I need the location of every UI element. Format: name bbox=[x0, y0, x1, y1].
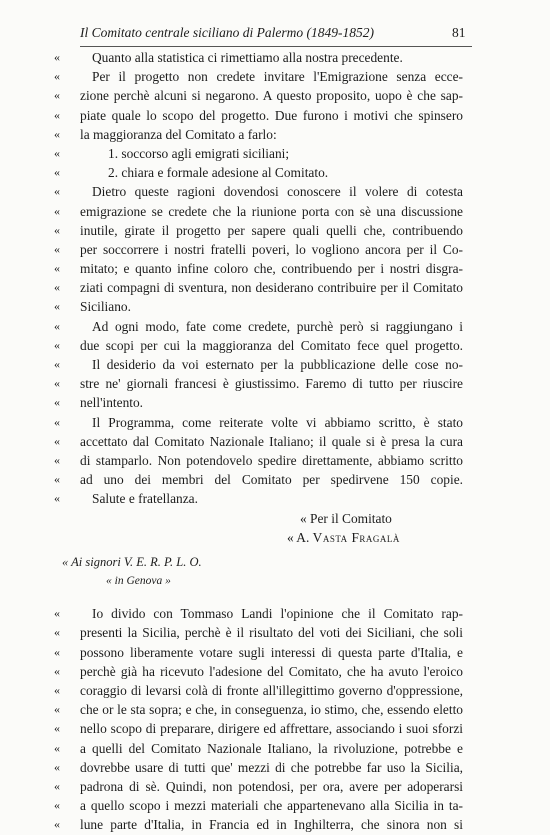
line-text: Io divido con Tommaso Landi l'opinione che il Comitato rap- bbox=[92, 606, 463, 622]
text-line bbox=[0, 259, 550, 278]
text-line bbox=[0, 489, 550, 508]
text-line bbox=[0, 393, 550, 412]
quote-mark: « bbox=[54, 299, 60, 314]
line-text: a quelli del Comitato Nazionale Italiano, la rivoluzione, potrebbe e bbox=[80, 740, 463, 756]
line-text: inutile, girate il progetto per sapere quali quelli che, contribuendo bbox=[80, 222, 463, 238]
line-text: nello scopo di preparare, dirigere ed affrettare, associando i suoi sforzi bbox=[80, 721, 463, 737]
running-header: Il Comitato centrale siciliano di Palermo (1849-1852) bbox=[80, 25, 472, 47]
line-text: accettato dal Comitato Nazionale Italiano; il quale si è presa la cura bbox=[80, 433, 463, 449]
quote-mark: « bbox=[54, 778, 60, 793]
line-text: che or le sta sopra; e che, in conseguenza, io stimo, che, essendo eletto bbox=[80, 702, 463, 718]
line-text: di stamparlo. Non potendovelo spedire direttamente, abbiamo scritto bbox=[80, 452, 463, 468]
text-line bbox=[0, 221, 550, 240]
quote-mark: « bbox=[54, 241, 60, 256]
text-line bbox=[0, 240, 550, 259]
quote-mark: « bbox=[54, 683, 60, 697]
text-line bbox=[0, 317, 550, 336]
quote-mark: « bbox=[54, 50, 60, 64]
text-line bbox=[0, 163, 550, 182]
text-line bbox=[0, 739, 550, 758]
line-text: piate quale lo scopo del progetto. Due furono i motivi che spinsero bbox=[80, 107, 463, 123]
line-text: emigrazione se credete che la riunione porta con sè una discussione bbox=[80, 203, 463, 219]
quote-mark: « bbox=[54, 184, 60, 199]
text-line bbox=[0, 604, 550, 623]
quote-mark: « bbox=[54, 261, 60, 276]
quote-mark: « bbox=[54, 491, 60, 506]
line-text: per soccorrere i nostri fratelli poveri, lo vogliono ancora per il Co- bbox=[80, 241, 463, 257]
text-line bbox=[0, 451, 550, 470]
signature-committee: « Per il Comitato bbox=[300, 510, 392, 526]
line-text: possono liberamente votare sugli interessi di questa parte d'Italia, e bbox=[80, 644, 463, 660]
quote-mark: « bbox=[54, 759, 60, 774]
quote-mark: « bbox=[54, 663, 60, 678]
quote-mark: « bbox=[54, 376, 60, 391]
text-line bbox=[0, 643, 550, 662]
quote-mark: « bbox=[54, 107, 60, 122]
text-line bbox=[0, 681, 550, 700]
line-text: Quanto alla statistica ci rimettiamo alla nostra precedente. bbox=[92, 50, 403, 65]
quote-mark: « bbox=[54, 452, 60, 467]
text-line bbox=[0, 432, 550, 451]
line-text: perchè già ha ricevuto l'adesione del Comitato, che ha avuto l'eroico bbox=[80, 663, 463, 679]
text-line bbox=[0, 700, 550, 719]
line-text: ad uno dei membri del Comitato per spedirvene 150 copie. bbox=[80, 472, 463, 488]
quote-mark: « bbox=[54, 126, 60, 141]
quote-mark: « bbox=[54, 625, 60, 640]
quote-mark: « bbox=[54, 318, 60, 333]
text-line bbox=[0, 67, 550, 86]
line-text: presenti la Sicilia, perchè è il risultato del voti dei Siciliani, che soli bbox=[80, 625, 463, 641]
line-text: lune parte d'Italia, in Francia ed in Inghilterra, che sinora non si bbox=[80, 817, 463, 833]
line-text: due scopi per cui la maggioranza del Comitato fece quel progetto. bbox=[80, 337, 463, 353]
quote-mark: « bbox=[54, 145, 60, 160]
text-line bbox=[0, 623, 550, 642]
text-line bbox=[0, 106, 550, 125]
text-line bbox=[0, 202, 550, 221]
text-line bbox=[0, 374, 550, 393]
quote-mark: « bbox=[54, 606, 60, 621]
text-line bbox=[0, 815, 550, 834]
text-line bbox=[0, 719, 550, 738]
quote-mark: « bbox=[54, 88, 60, 103]
text-line bbox=[0, 48, 550, 67]
line-text: Il Programma, come reiterate volte vi abbiamo scritto, è stato bbox=[92, 414, 463, 430]
quote-mark: « bbox=[54, 69, 60, 84]
quote-mark: « bbox=[54, 165, 60, 180]
quote-mark: « bbox=[54, 798, 60, 813]
text-line bbox=[0, 355, 550, 374]
signature-line-2 bbox=[0, 528, 550, 547]
line-text: Dietro queste ragioni dovendosi conoscere il volere di cotesta bbox=[92, 184, 463, 200]
second-letter-body bbox=[0, 604, 550, 834]
spacer bbox=[0, 591, 550, 604]
address-city: « in Genova » bbox=[106, 575, 171, 588]
quote-mark: « bbox=[54, 702, 60, 717]
text-line bbox=[0, 278, 550, 297]
line-text: 1. soccorso agli emigrati siciliani; bbox=[108, 145, 290, 161]
text-line bbox=[0, 144, 550, 163]
text-line bbox=[0, 297, 550, 316]
text-line bbox=[0, 796, 550, 815]
quote-mark: « bbox=[54, 414, 60, 429]
line-text: mitato; e quanto infine coloro che, contribuendo per i nostri disgra- bbox=[80, 261, 463, 277]
line-text: Per il progetto non credete invitare l'Emigrazione senza ecce- bbox=[92, 69, 463, 85]
line-text: padrona di sè. Quindi, non potendosi, per ora, avere per adoperarsi bbox=[80, 778, 463, 794]
text-line bbox=[0, 413, 550, 432]
quote-mark: « bbox=[54, 222, 60, 237]
quote-mark: « bbox=[54, 472, 60, 487]
page-number: 81 bbox=[452, 25, 466, 40]
text-line bbox=[0, 470, 550, 489]
quote-mark: « bbox=[54, 357, 60, 371]
line-text: nell'intento. bbox=[80, 395, 144, 411]
address-line-1 bbox=[0, 553, 550, 572]
letter-body bbox=[0, 48, 550, 509]
signature-line-1 bbox=[0, 509, 550, 528]
signature-name: « A. Vasta Fragalà bbox=[287, 529, 400, 545]
text-line bbox=[0, 125, 550, 144]
text-line bbox=[0, 86, 550, 105]
line-text: Il desiderio da voi esternato per la pubblicazione delle cose no- bbox=[92, 357, 463, 372]
line-text: dovrebbe usare di tutti que' mezzi di che potrebbe far uso la Sicilia, bbox=[80, 759, 463, 775]
line-text: 2. chiara e formale adesione al Comitato. bbox=[108, 165, 329, 181]
body-text bbox=[0, 48, 550, 835]
line-text: Siciliano. bbox=[80, 299, 131, 315]
line-text: Ad ogni modo, fate come credete, purchè però si raggiungano i bbox=[92, 318, 463, 334]
text-line bbox=[0, 182, 550, 201]
quote-mark: « bbox=[54, 433, 60, 448]
address-recipients: « Ai signori V. E. R. P. L. O. bbox=[62, 554, 202, 569]
text-line bbox=[0, 777, 550, 796]
quote-mark: « bbox=[54, 337, 60, 352]
quote-mark: « bbox=[54, 817, 60, 832]
quote-mark: « bbox=[54, 740, 60, 755]
line-text: a quello scopo i mezzi materiali che appartenevano alla Sicilia in ta- bbox=[80, 798, 463, 814]
line-text: Salute e fratellanza. bbox=[92, 491, 198, 507]
quote-mark: « bbox=[54, 644, 60, 659]
quote-mark: « bbox=[54, 721, 60, 736]
text-line bbox=[0, 336, 550, 355]
quote-mark: « bbox=[54, 395, 60, 410]
line-text: ziati compagni di sventura, non desiderano contribuire per il Comitato bbox=[80, 280, 463, 296]
address-line-2 bbox=[0, 572, 550, 591]
text-line bbox=[0, 758, 550, 777]
line-text: zione perchè alcuni si negarono. A questo proposito, uopo è che sap- bbox=[80, 88, 463, 104]
line-text: stre ne' giornali francesi è giustissimo. Faremo di tutto per riuscire bbox=[80, 376, 463, 392]
text-line bbox=[0, 662, 550, 681]
line-text: la maggioranza del Comitato a farlo: bbox=[80, 126, 277, 142]
line-text: coraggio di levarsi colà di fronte all'illegittimo governo d'oppressione, bbox=[80, 683, 463, 698]
quote-mark: « bbox=[54, 203, 60, 218]
quote-mark: « bbox=[54, 280, 60, 295]
